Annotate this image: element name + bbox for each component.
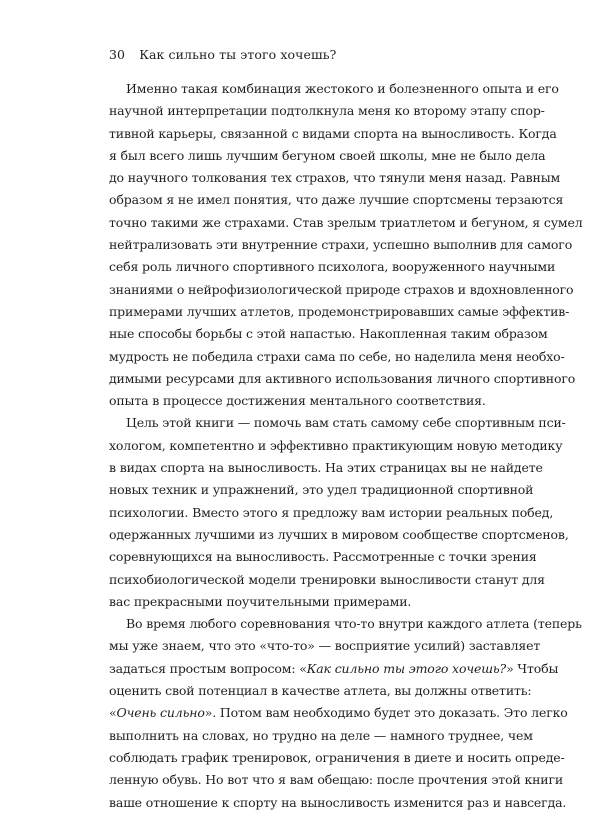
text-line: до научного толкования тех страхов, что тянули меня назад. Равным xyxy=(109,170,561,186)
text-line xyxy=(109,702,568,724)
text-line: научной интерпретации подтолкнула меня ко второму этапу спор- xyxy=(109,103,545,119)
text-line: новых техник и упражнений, это удел традиционной спортивной xyxy=(109,482,534,498)
text-line: тивной карьеры, связанной с видами спорта на выносливость. Когда xyxy=(109,125,557,141)
text-line: опыта в процессе достижения ментального соответствия. xyxy=(109,393,486,409)
running-title: Как сильно ты этого хочешь? xyxy=(139,47,337,62)
body-text xyxy=(109,78,583,814)
text-segment: задаться простым вопросом: « xyxy=(109,660,307,676)
text-line: мудрость не победила страхи сама по себе, но наделила меня необхо- xyxy=(109,348,565,364)
text-line: одержанных лучшими из лучших в мировом сообществе спортсменов, xyxy=(109,526,569,542)
text-line: точно такими же страхами. Став зрелым триатлетом и бегуном, я сумел xyxy=(109,214,583,230)
text-line: нейтрализовать эти внутренние страхи, успешно выполнив для самого xyxy=(109,237,573,253)
text-segment: ». Потом вам необходимо будет это доказать. Это легко xyxy=(204,705,568,721)
text-line: ленную обувь. Но вот что я вам обещаю: после прочтения этой книги xyxy=(109,772,564,788)
text-line: мы уже знаем, что это «что-то» — восприятие усилий) заставляет xyxy=(109,638,541,654)
text-segment: » Чтобы xyxy=(506,660,559,676)
text-line: хологом, компетентно и эффективно практикующим новую методику xyxy=(109,437,563,453)
text-line: знаниями о нейрофизиологической природе страхов и вдохновленного xyxy=(109,281,574,297)
text-line: Цель этой книги — помочь вам стать самому себе спортивным пси- xyxy=(126,415,566,431)
text-line xyxy=(109,658,559,680)
text-line: оценить свой потенциал в качестве атлета, вы должны ответить: xyxy=(109,683,532,699)
text-line: соревнующихся на выносливость. Рассмотренные с точки зрения xyxy=(109,549,537,565)
italic-question: Как сильно ты этого хочешь? xyxy=(306,660,507,676)
text-line: в видах спорта на выносливость. На этих страницах вы не найдете xyxy=(109,460,543,476)
text-line: ваше отношение к спорту на выносливость изменится раз и навсегда. xyxy=(109,794,567,810)
text-line: образом я не имел понятия, что даже лучшие спортсмены терзаются xyxy=(109,192,564,208)
text-line: примерами лучших атлетов, продемонстрировавших самые эффектив- xyxy=(109,303,570,319)
text-line: выполнить на словах, но трудно на деле — намного труднее, чем xyxy=(109,727,533,743)
text-line: димыми ресурсами для активного использования личного спортивного xyxy=(109,370,576,386)
text-line: себя роль личного спортивного психолога, вооруженного научными xyxy=(109,259,556,275)
text-line: Во время любого соревнования что-то внутри каждого атлета (теперь xyxy=(126,616,582,632)
text-line: вас прекрасными поучительными примерами. xyxy=(109,593,412,609)
text-line: психобиологической модели тренировки выносливости станут для xyxy=(109,571,545,587)
text-line: соблюдать график тренировок, ограничения в диете и носить опреде- xyxy=(109,749,565,765)
text-line: Именно такая комбинация жестокого и болезненного опыта и его xyxy=(126,81,559,96)
text-line: психологии. Вместо этого я предложу вам истории реальных побед, xyxy=(109,504,554,520)
italic-answer: Очень сильно xyxy=(116,705,205,721)
text-line: ные способы борьбы с этой напастью. Накопленная таким образом xyxy=(109,326,548,342)
text-line: я был всего лишь лучшим бегуном своей школы, мне не было дела xyxy=(109,147,546,163)
running-head xyxy=(109,47,336,62)
page-number: 30 xyxy=(109,47,126,62)
text-segment: « xyxy=(109,705,117,721)
